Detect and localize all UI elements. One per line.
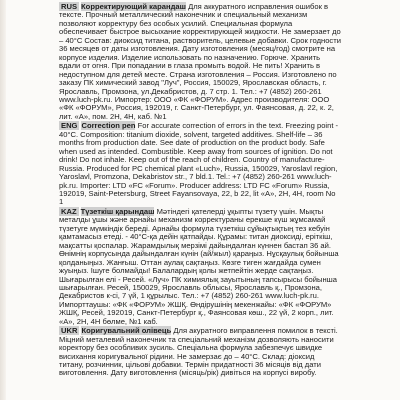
section-ukr [59, 327, 341, 378]
section-text-ukr: Для акуратного виправлення помилок в тексті. Міцний металевий наконечник та спеціальний механізм дозволяють наносити коректору без особливих зусиль. Спеціальна формула забезпечує швидке висихання коригувальної рідини. Не замерзає до – 40°С. Склад: діоксид титану, розчинник, цільові добавки. Термін придатності 36 місяців від дати виготовлення. Дату виготовлення (місяць/рік) дивіться на корпусі виробу. [59, 326, 338, 378]
section-text-rus: Для аккуратного исправления ошибок в тексте. Прочный металлический наконечник и специальный механизм позволяют корректуру без особых усилий. Специальная формула обеспечивает быстрое высыхание корректирующей жидкости. Не замерзает до – 40°C Состав: диоксид титана, растворитель, целевые добавки. Срок годности 36 месяцев от даты изготовления. Дату изготовления (месяц/год) смотрите на корпусе изделия. Изделие использовать по назначению. Горюче. Хранить вдали от огня. При попадании в глаза промыть водой. Не пить! Хранить в недоступном для детей месте. Страна изготовления – Россия. Изготовлено по заказу ПК химический завод "Луч", Россия, 150029, Ярославская область, г. Ярославль, Промзона, ул.Декабристов, д. 7 стр. 1. Тел.: +7 (4852) 260-261 www.luch-pk.ru. Импортер: ООО «ФК «ФОРУМ». Адрес производителя: ООО «ФК «ФОРУМ», Россия, 192019, г. Санкт-Петербург, ул. Фаянсовая, д. 22, к. 2, лит. «А», пом. 2Н, 4Н, каб. №1 [59, 2, 341, 121]
section-text-kaz: Мәтіндегі қателерді ұқыпты түзету үшін. Мықты металды ұшы және арнайы механизм корректураны ерекше күш жұмсамай түзетуге мүмкіндік береді. Арнайы формула түзеткіш сұйықтықтың тез кебуін қамтамасыз етеді. - 40°С-қа дейін қатпайды. Құрамы: титан диоксиді, еріткіш, мақсатты қоспалар. Жарамдылық мерзімі дайындалған күннен бастап 36 ай. Өнімнің корпусында дайындалған күнін (ай/жыл) қараңыз. Нұсқаулық бойынша қолданыңыз. Жанғыш. Оттан аулақ сақтаңыз. Көзге тиген жағдайда сумен жуыңыз. Ішуге болмайды! Балалардың қолы жетпейтін жерде сақтаңыз. Шығарылған елі - Ресей. «Луч» ПК химиялық зауытының тапсырысы бойынша шығарылған. Ресей, 150029, Ярославль облысы, Ярославль қ., Промзона, Декабристов к-сі, 7 үй, 1 құрылыс. Тел.: +7 (4852) 260-261 www.luch-pk.ru. Импорттаушы: «ФК «ФОРУМ» ЖШҚ. Өндірушінің мекенжайы: «ФК «ФОРУМ» ЖШҚ, Ресей, 192019, Санкт-Петербург қ., Фаянсовая көш., 22 үй, 2 корп., лит. «А», 2Н, 4Н бөлме, №1 каб. [59, 206, 339, 326]
section-kaz [59, 208, 341, 326]
language-code-eng: ENG [61, 121, 78, 131]
label-text-block [59, 3, 341, 379]
label-edge-shadow [0, 0, 6, 400]
section-title-rus: Корректирующий карандаш [81, 2, 186, 11]
section-eng [59, 122, 341, 207]
section-title-kaz: Түзеткіш қарындаш [80, 206, 155, 216]
section-text-eng: For accurate correction of errors in the text. Freezing point - 40°C. Composition: titanium dioxide, solvent, targeted additives. Shelf-life – 36 months from production date. See date of production on the product body. Safe when used as intended. Combustible. Keep away from sources of ignition. Do not drink! Do not inhale. Keep out of the reach of children. Country of manufacture- Russia. Produced for PC chemical plant «Luch», Russia, 150029, Yaroslavl region, Yaroslavl, Promzona, Dekabristov str., 7 bld.1. Tel.: +7 (4852) 260-261 www.luch-pk.ru. Importer: LTD «FC «Forum». Producer address: LTD FC «Forum» Russia, 192019, Saint-Petersburg, Street Fayansovaya, 22, b 22, lit «A», 2H, 4H, room No 1 [59, 121, 339, 207]
language-code-ukr: UKR [61, 326, 78, 336]
section-rus [59, 3, 341, 121]
language-code-rus: RUS [61, 2, 78, 11]
section-title-eng: Correction pen [81, 121, 136, 131]
section-title-ukr: Коригувальний олівець [81, 326, 172, 336]
language-code-kaz: KAZ [61, 206, 77, 216]
